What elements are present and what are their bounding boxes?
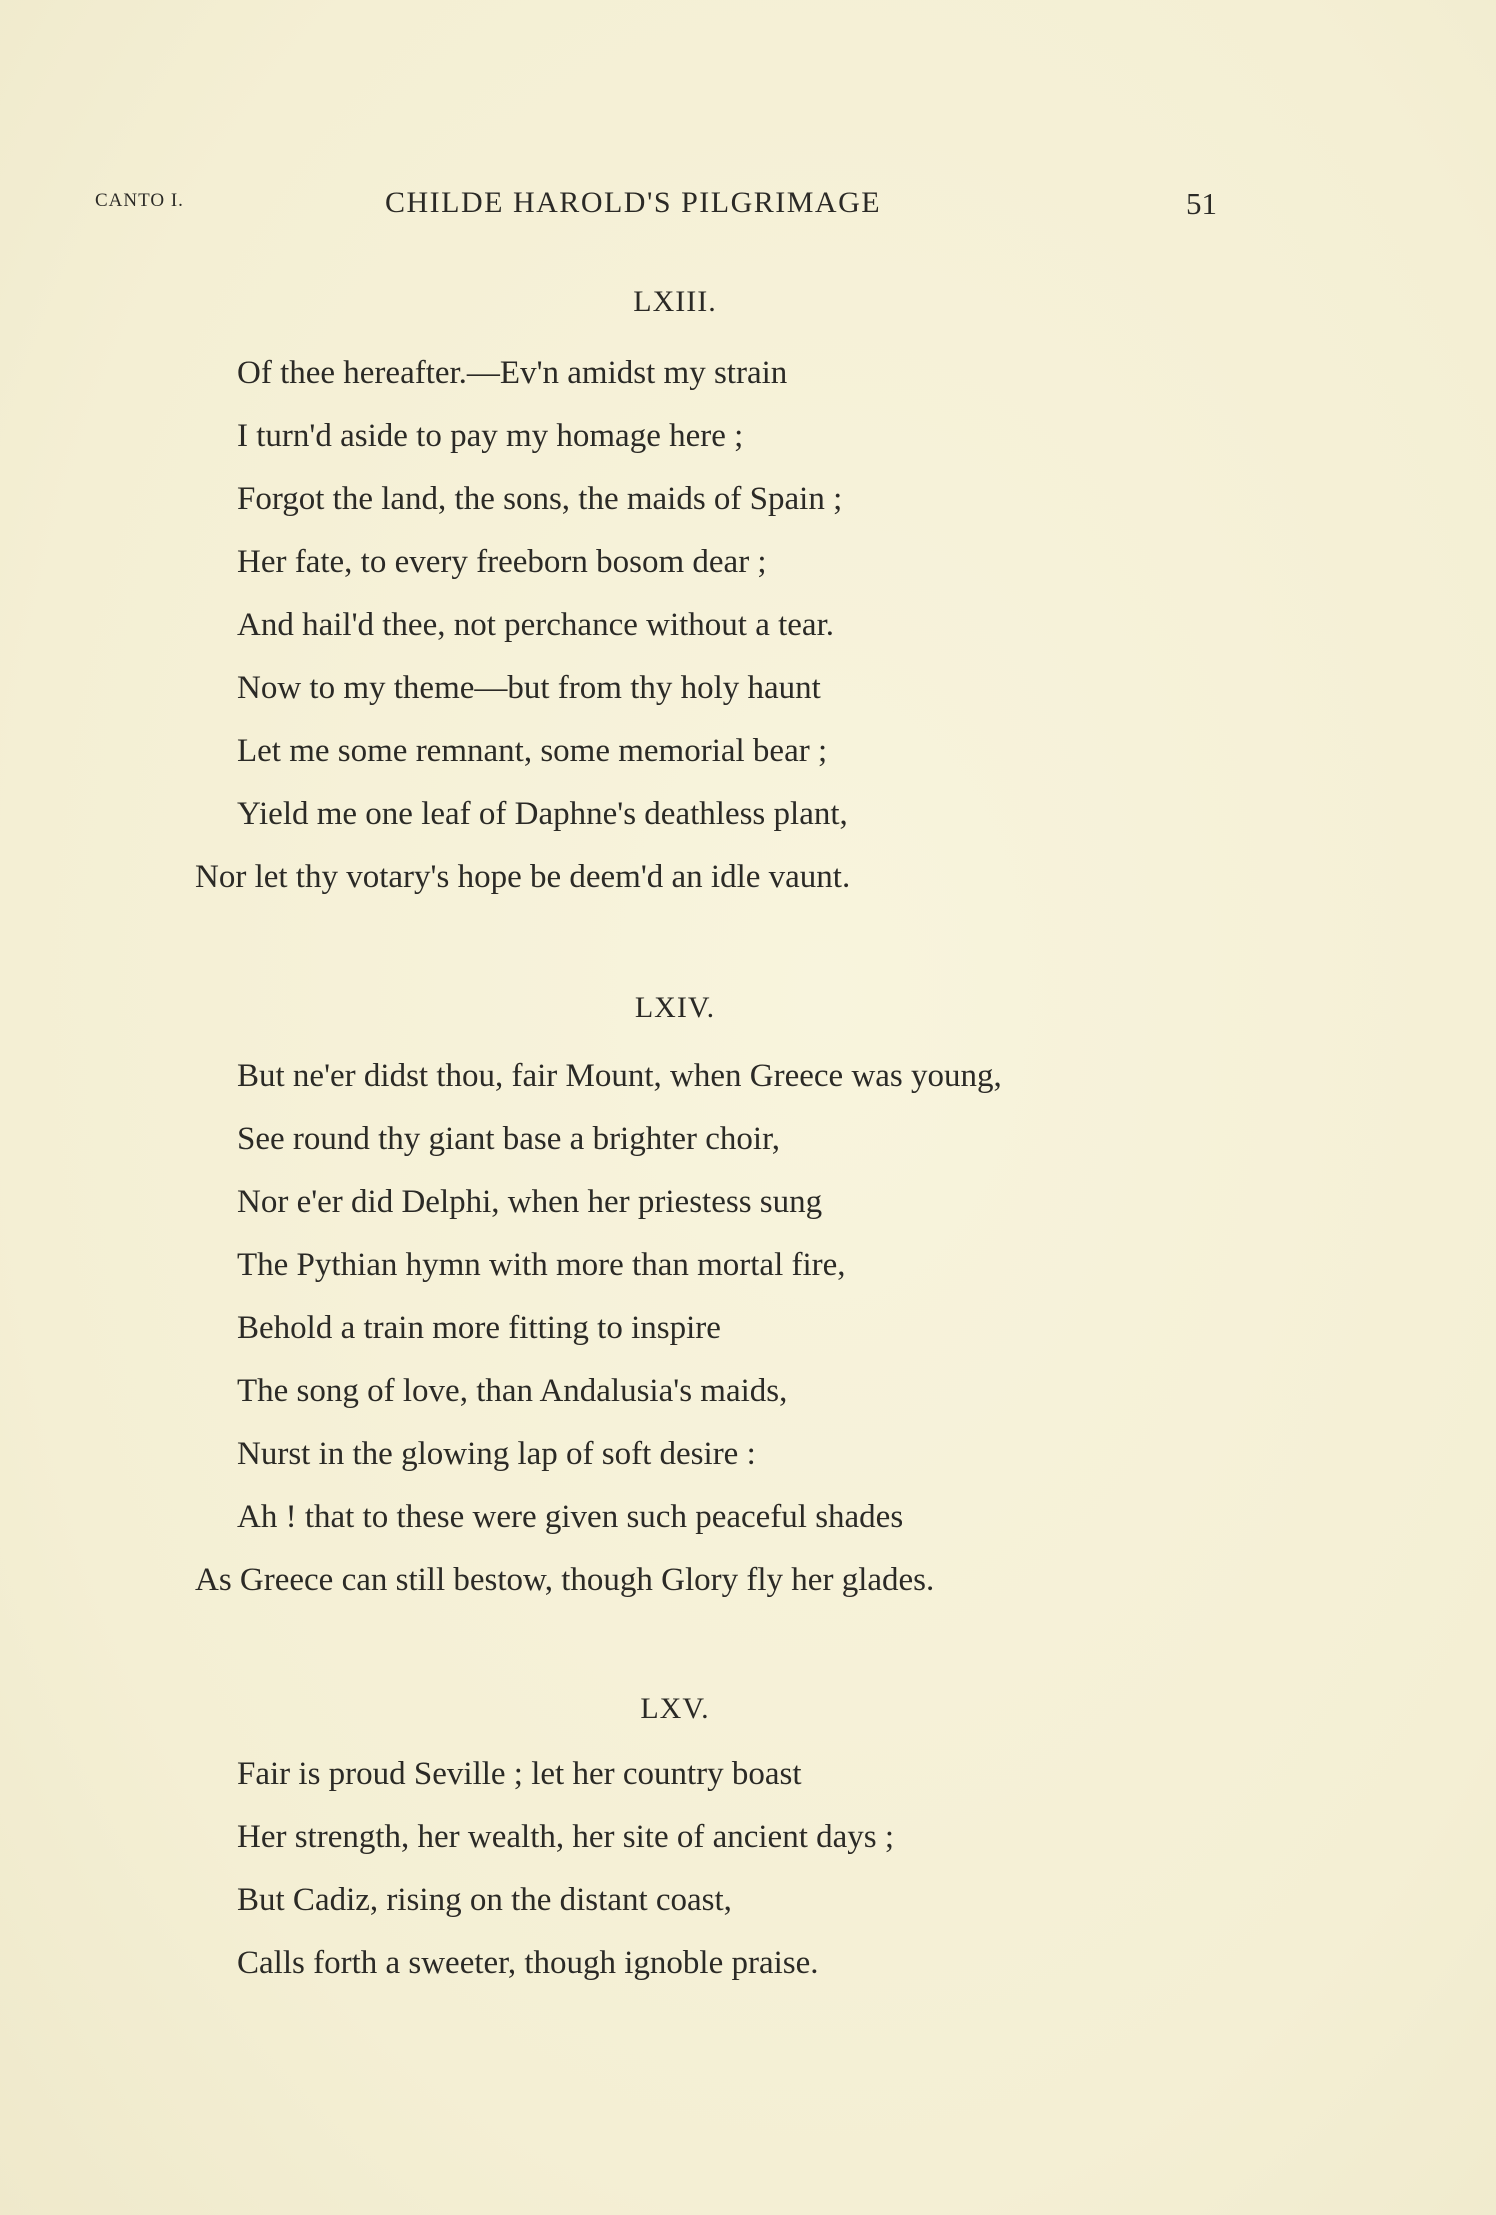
verse-line: Her strength, her wealth, her site of ancient days ; [237, 1819, 895, 1855]
verse-line: See round thy giant base a brighter choir, [237, 1121, 781, 1157]
book-title: CHILDE HAROLD'S PILGRIMAGE [385, 186, 882, 219]
verse-line: Yield me one leaf of Daphne's deathless plant, [237, 796, 848, 832]
verse-line: As Greece can still bestow, though Glory fly her glades. [195, 1562, 935, 1598]
verse-line: Let me some remnant, some memorial bear ; [237, 733, 828, 769]
stanza-number-lxv: LXV. [640, 1692, 710, 1725]
verse-line: Nor let thy votary's hope be deem'd an idle vaunt. [195, 859, 851, 895]
verse-line: Forgot the land, the sons, the maids of Spain ; [237, 481, 843, 517]
verse-line: Now to my theme—but from thy holy haunt [237, 670, 821, 706]
page-number: 51 [1186, 186, 1217, 221]
verse-line: The song of love, than Andalusia's maids, [237, 1373, 788, 1409]
verse-line: The Pythian hymn with more than mortal fire, [237, 1247, 846, 1283]
stanza-number-lxiii: LXIII. [633, 285, 717, 318]
stanza-number-lxiv: LXIV. [634, 991, 716, 1024]
verse-line: Ah ! that to these were given such peaceful shades [237, 1499, 904, 1535]
verse-line: Nurst in the glowing lap of soft desire : [237, 1436, 756, 1472]
verse-line: Calls forth a sweeter, though ignoble praise. [237, 1945, 819, 1981]
verse-line: And hail'd thee, not perchance without a tear. [237, 607, 834, 643]
verse-line: Of thee hereafter.—Ev'n amidst my strain [237, 355, 788, 391]
verse-line: I turn'd aside to pay my homage here ; [237, 418, 744, 454]
verse-line: But Cadiz, rising on the distant coast, [237, 1882, 732, 1918]
verse-line: But ne'er didst thou, fair Mount, when Greece was young, [237, 1058, 1002, 1094]
verse-line: Fair is proud Seville ; let her country boast [237, 1756, 802, 1792]
running-head [0, 186, 1496, 226]
verse-line: Behold a train more fitting to inspire [237, 1310, 721, 1346]
verse-line: Her fate, to every freeborn bosom dear ; [237, 544, 767, 580]
verse-line: Nor e'er did Delphi, when her priestess sung [237, 1184, 823, 1220]
canto-label: CANTO I. [95, 190, 184, 211]
